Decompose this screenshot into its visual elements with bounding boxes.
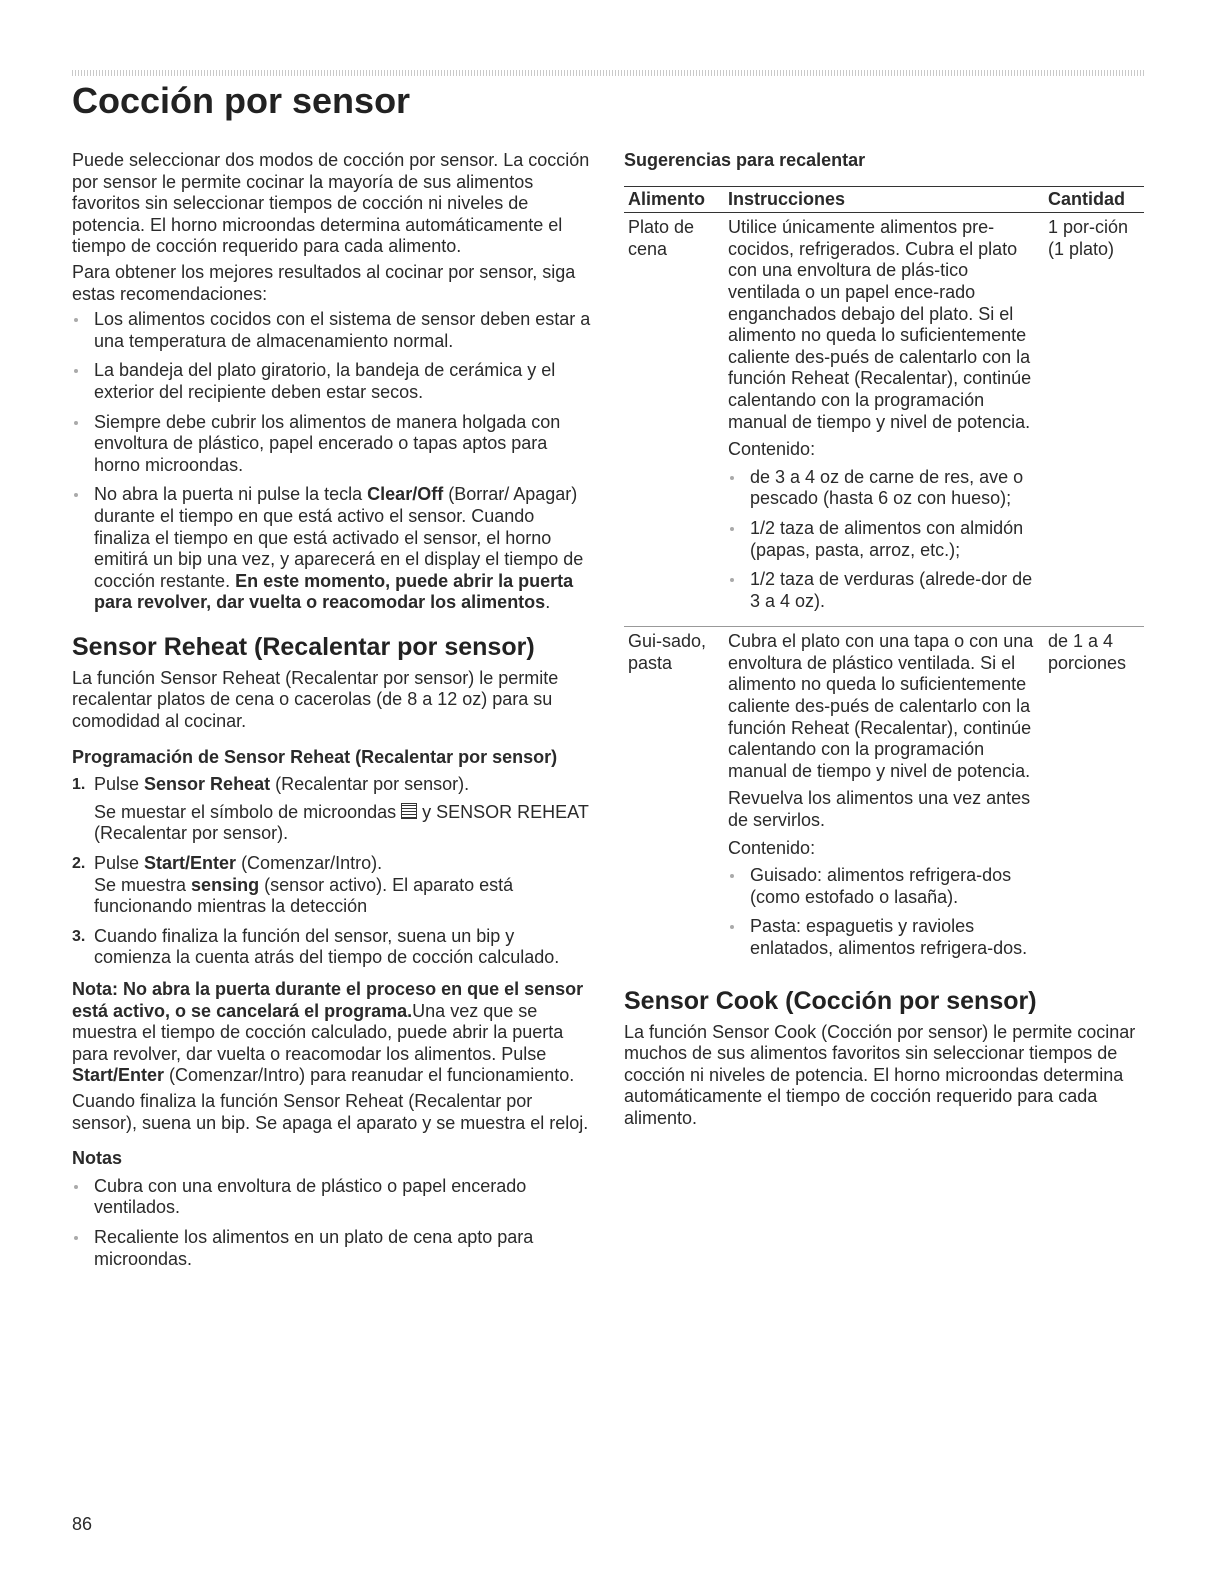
page-number: 86 — [72, 1514, 93, 1534]
notes-list — [72, 1176, 592, 1270]
reheat-paragraph: La función Sensor Reheat (Recalentar por sensor) le permite recalentar platos de cena o cacerolas (de 8 a 12 oz) para su comodidad al cocinar. — [72, 667, 559, 732]
note-paragraph: Nota: No abra la puerta durante el proceso en que el sensor está activo, o se cancelará el programa.Una vez que se muestra el tiempo de cocción calculado, puede abrir la puerta para revolver, dar vuelta o reacomodar los alimentos. Pulse Start/Enter (Comenzar/Intro) para reanudar el funcionamiento. — [72, 979, 584, 1086]
intro-paragraph: Puede seleccionar dos modos de cocción por sensor. La cocción por sensor le permite cocinar la mayoría de sus alimentos favoritos sin seleccionar tiempos de cocción ni niveles de potencia. El horno microondas determina automáticamente el tiempo de cocción requerido para cada alimento. — [72, 150, 590, 257]
step-3: 3. Cuando finaliza la función del sensor, suena un bip y comienza la cuenta atrás del tiempo de cocción calculado. — [72, 925, 560, 968]
intro-paragraph-2: Para obtener los mejores resultados al cocinar por sensor, siga estas recomendaciones: — [72, 261, 576, 304]
column-header-instrucciones: Instrucciones — [724, 186, 1044, 213]
list-item: 1/2 taza de verduras (alrede-dor de 3 a 4 oz). — [728, 569, 1040, 612]
header-rule — [72, 70, 1144, 76]
section-heading-cook: Sensor Cook (Cocción por sensor) — [624, 986, 1037, 1015]
section-heading-reheat: Sensor Reheat (Recalentar por sensor) — [72, 632, 535, 661]
microwave-symbol-icon — [401, 803, 417, 819]
list-item: Cubra con una envoltura de plástico o papel encerado ventilados. — [72, 1176, 592, 1219]
list-item: Guisado: alimentos refrigera-dos (como estofado o lasaña). — [728, 865, 1040, 908]
list-item: No abra la puerta ni pulse la tecla Clear/Off (Borrar/ Apagar) durante el tiempo en que está activo el sensor. Cuando finaliza el tiempo en que está activado el sensor, el horno emitirá un bip una vez, y aparecerá en el display el tiempo de cocción restante. En este momento, puede abrir la puerta para revolver, dar vuelta o reacomodar los alimentos. — [72, 484, 592, 614]
list-item: La bandeja del plato giratorio, la bandeja de cerámica y el exterior del recipiente deben estar secos. — [72, 360, 592, 403]
table-row: Plato de cena Utilice únicamente alimentos pre-cocidos, refrigerados. Cubra el plato con una envoltura de plás-tico ventilada o un papel ence-rado enganchados debajo del plato. Si el alimento no queda lo suficientemente caliente des-pués de calentarlo con la función Reheat (Recalentar), continúe calentando con la programación manual de tiempo y nivel de potencia. Contenido: de 3 a 4 oz de carne de res, ave o pescado (hasta 6 oz con hueso); 1/2 taza de alimentos con almidón (papas, pasta, arroz, etc.); 1/2 taza de verduras (alrede-dor de 3 a 4 oz). 1 por-ción (1 plato) — [628, 217, 1129, 611]
step-1: 1. Pulse Sensor Reheat (Recalentar por sensor). Se muestar el símbolo de microondas y SENSOR REHEAT (Recalentar por sensor). — [72, 774, 589, 844]
column-header-cantidad: Cantidad — [1044, 186, 1144, 213]
list-item: Pasta: espaguetis y ravioles enlatados, alimentos refrigera-dos. — [728, 916, 1040, 959]
key-clear-off: Clear/Off — [367, 484, 444, 505]
recommendations-list — [72, 309, 592, 614]
page-title: Cocción por sensor — [72, 80, 411, 121]
table-row: Gui-sado, pasta Cubra el plato con una tapa o con una envoltura de plástico ventilada. Si el alimento no queda lo suficientemente caliente des-pués de calentarlo con la función Reheat (Recalentar), continúe calentando con la programación manual de tiempo y nivel de potencia. Revuelva los alimentos una vez antes de servirlos. Contenido: Guisado: alimentos refrigera-dos (como estofado o lasaña). Pasta: espaguetis y ravioles enlatados, alimentos refrigera-dos. de 1 a 4 porciones — [624, 627, 1144, 974]
list-item: Siempre debe cubrir los alimentos de manera holgada con envoltura de plástico, papel encerado o tapas aptos para horno microondas. — [72, 412, 592, 477]
key-start-enter: Start/Enter — [144, 853, 237, 874]
left-column — [72, 150, 592, 1278]
step-2: 2. Pulse Start/Enter (Comenzar/Intro). Se muestra sensing (sensor activo). El aparato está funcionando mientras la detección — [72, 853, 514, 917]
table-title: Sugerencias para recalentar — [624, 150, 866, 170]
key-sensor-reheat: Sensor Reheat — [144, 774, 271, 795]
list-item: Los alimentos cocidos con el sistema de sensor deben estar a una temperatura de almacenamiento normal. — [72, 309, 592, 352]
cook-paragraph: La función Sensor Cook (Cocción por sensor) le permite cocinar muchos de sus alimentos favoritos sin seleccionar tiempos de cocción ni niveles de potencia. El horno microondas determina automáticamente el tiempo de cocción requerido para cada alimento. — [624, 1021, 1136, 1128]
subheading-notas: Notas — [72, 1148, 123, 1169]
reheat-suggestions-table — [624, 186, 1144, 974]
list-item: Recaliente los alimentos en un plato de cena apto para microondas. — [72, 1227, 592, 1270]
right-column — [624, 150, 1144, 1134]
end-paragraph: Cuando finaliza la función Sensor Reheat (Recalentar por sensor), suena un bip. Se apaga el aparato y se muestra el reloj. — [72, 1090, 589, 1133]
subheading-programming: Programación de Sensor Reheat (Recalentar por sensor) — [72, 746, 558, 767]
column-header-alimento: Alimento — [624, 186, 724, 213]
steps-list — [72, 774, 592, 969]
list-item: de 3 a 4 oz de carne de res, ave o pescado (hasta 6 oz con hueso); — [728, 467, 1040, 510]
list-item: 1/2 taza de alimentos con almidón (papas, pasta, arroz, etc.); — [728, 518, 1040, 561]
